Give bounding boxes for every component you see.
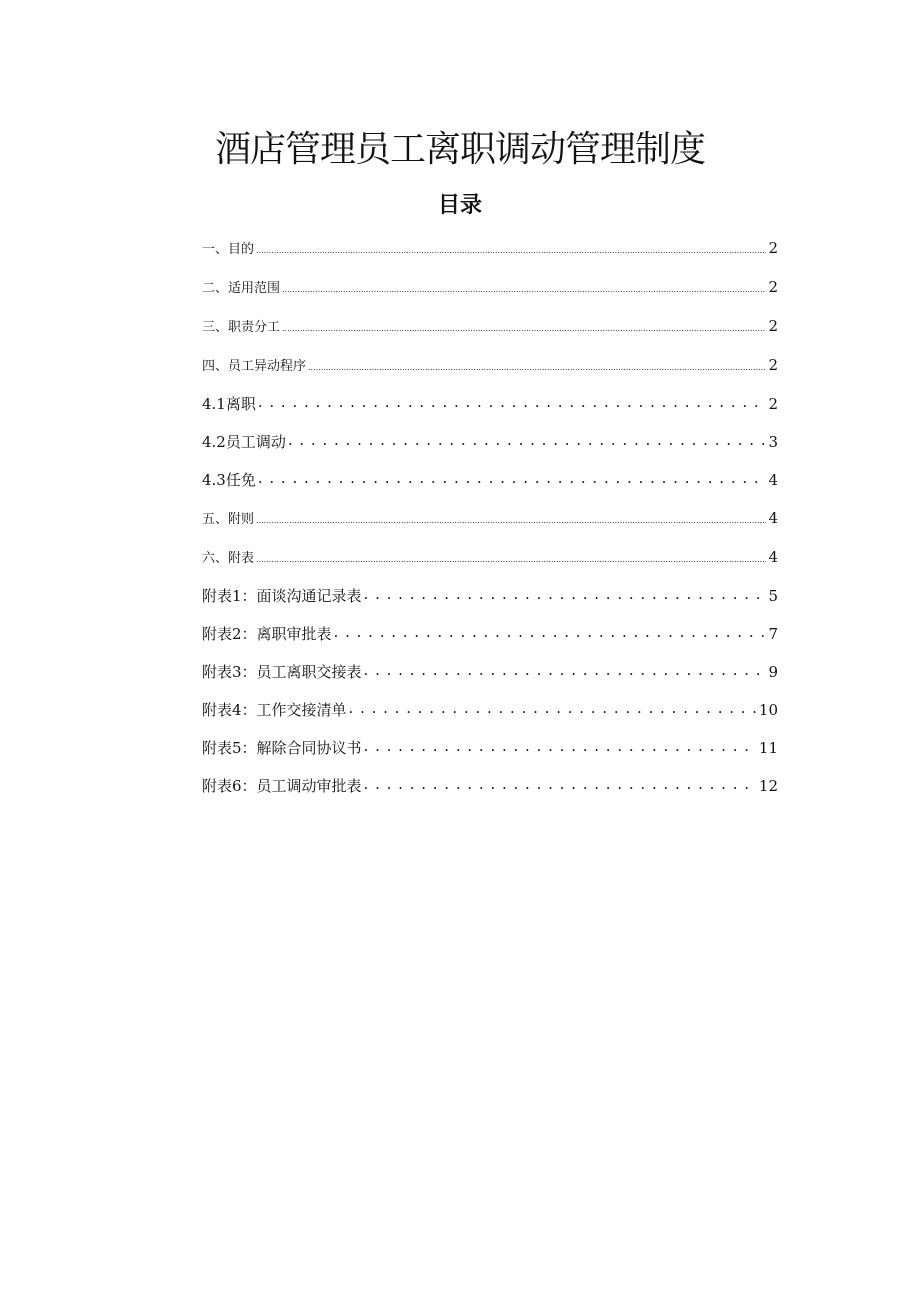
toc-item-label: 4.2员工调动 [202, 433, 286, 451]
toc-leader-dots [282, 279, 766, 292]
toc-item[interactable] [202, 775, 778, 799]
toc-leader-dots [364, 662, 767, 677]
toc-item-page: 12 [758, 777, 778, 795]
toc-item[interactable] [202, 699, 778, 723]
toc-item-page: 5 [768, 587, 778, 605]
toc-leader-dots [334, 624, 767, 639]
toc-item-page: 2 [768, 239, 778, 257]
toc-item-page: 2 [768, 317, 778, 335]
toc-leader-dots [258, 470, 767, 485]
toc-item[interactable] [202, 393, 778, 417]
toc-leader-dots [258, 394, 767, 409]
toc-item-label: 附表2：离职审批表 [202, 625, 332, 643]
toc-leader-dots [288, 432, 767, 447]
toc-leader-dots [282, 318, 766, 331]
toc-leader-dots [364, 776, 757, 791]
toc-leader-dots [308, 357, 766, 370]
toc-leader-dots [364, 738, 757, 753]
toc-item-page: 2 [768, 395, 778, 413]
toc-item[interactable] [202, 585, 778, 609]
toc-item[interactable] [202, 355, 778, 379]
toc-item-page: 2 [768, 356, 778, 374]
toc-item-label: 五、附则 [202, 512, 255, 527]
toc-item-label: 附表4：工作交接清单 [202, 701, 347, 719]
toc-item-label: 4.3任免 [202, 471, 256, 489]
toc-item-label: 附表6：员工调动审批表 [202, 777, 362, 795]
toc-item-label: 附表5：解除合同协议书 [202, 739, 362, 757]
toc-leader-dots [256, 240, 766, 253]
toc-leader-dots [349, 700, 757, 715]
toc-item[interactable] [202, 737, 778, 761]
toc-leader-dots [364, 586, 767, 601]
toc-item[interactable] [202, 277, 778, 301]
toc-item[interactable] [202, 431, 778, 455]
toc-leader-dots [256, 549, 766, 562]
toc-item-page: 2 [768, 278, 778, 296]
toc-leader-dots [256, 510, 766, 523]
toc-item-label: 六、附表 [202, 551, 255, 566]
toc-item-page: 10 [758, 701, 778, 719]
toc-item[interactable] [202, 623, 778, 647]
toc-item-page: 9 [768, 663, 778, 681]
toc-item-page: 7 [768, 625, 778, 643]
toc-item-label: 附表3：员工离职交接表 [202, 663, 362, 681]
toc-item-label: 附表1：面谈沟通记录表 [202, 587, 362, 605]
toc-item-label: 4.1离职 [202, 395, 256, 413]
toc-item-page: 4 [768, 509, 778, 527]
toc-item[interactable] [202, 661, 778, 685]
toc-item[interactable] [202, 316, 778, 340]
toc-item-label: 四、员工异动程序 [202, 359, 307, 374]
toc-item-page: 11 [758, 739, 778, 757]
toc-item[interactable] [202, 508, 778, 532]
toc-item-page: 4 [768, 471, 778, 489]
toc-item[interactable] [202, 547, 778, 571]
document-title: 酒店管理员工离职调动管理制度 [214, 129, 705, 170]
toc-item-label: 三、职责分工 [202, 320, 281, 335]
toc-item-page: 3 [768, 433, 778, 451]
toc-heading: 目录 [437, 193, 482, 218]
toc-item[interactable] [202, 469, 778, 493]
toc-item-label: 一、目的 [202, 242, 255, 257]
toc-item-label: 二、适用范围 [202, 281, 281, 296]
toc-item[interactable] [202, 238, 778, 262]
toc-item-page: 4 [768, 548, 778, 566]
